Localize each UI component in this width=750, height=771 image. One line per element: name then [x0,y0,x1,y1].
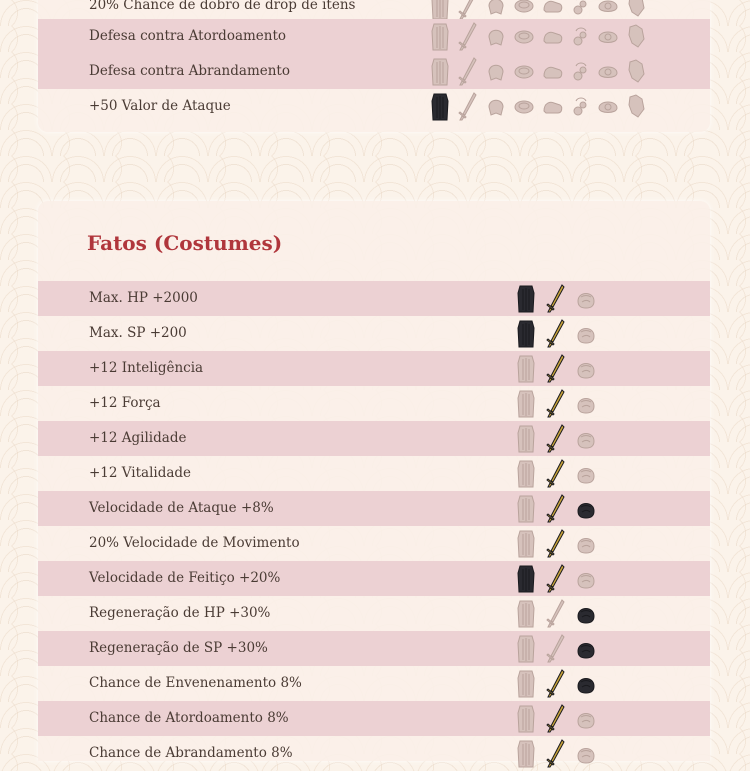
armor-icon [428,91,452,122]
costume-weapon-icon [544,388,568,419]
equipment-icon-group [428,0,648,21]
earring-icon [596,91,620,122]
armor-icon [428,21,452,52]
costume-body-icon [514,598,538,629]
costume-body-icon [514,633,538,664]
bracelet-icon [512,91,536,122]
weapon-icon [456,0,480,21]
costume-icon-group [514,563,598,594]
table-row [38,351,710,386]
costume-body-icon [514,703,538,734]
bonus-label: +12 Vitalidade [89,465,192,481]
costume-icon-group [514,388,598,419]
table-row [38,736,710,771]
costume-hair-icon [574,283,598,314]
bonus-label: Chance de Atordoamento 8% [89,710,289,726]
costume-body-icon [514,493,538,524]
costume-hair-icon [574,318,598,349]
table-row [38,631,710,666]
costume-body-icon [514,563,538,594]
bonus-label: +12 Força [89,395,161,411]
shoes-icon [540,0,564,21]
costume-icon-group [514,283,598,314]
costume-icon-group [514,458,598,489]
shield-icon [624,21,648,52]
costume-hair-icon [574,458,598,489]
table-row [38,54,710,89]
bonus-label: +12 Agilidade [89,430,187,446]
costume-icon-group [514,633,598,664]
table-row [38,281,710,316]
costume-body-icon [514,318,538,349]
equipment-icon-group [428,56,648,87]
necklace-icon [568,21,592,52]
costume-hair-icon [574,423,598,454]
bonus-label: Regeneração de SP +30% [89,640,268,656]
bracelet-icon [512,0,536,21]
shield-icon [624,0,648,21]
costume-weapon-icon [544,283,568,314]
bonus-label: Defesa contra Abrandamento [89,63,290,79]
costume-icon-group [514,668,598,699]
table-row [38,491,710,526]
earring-icon [596,0,620,21]
shield-icon [624,56,648,87]
costume-body-icon [514,668,538,699]
costume-hair-icon [574,493,598,524]
table-row [38,456,710,491]
table-row [38,666,710,701]
costume-hair-icon [574,738,598,769]
costume-body-icon [514,738,538,769]
costume-icon-group [514,493,598,524]
section-title: Fatos (Costumes) [87,231,283,255]
costume-weapon-icon [544,598,568,629]
costume-weapon-icon [544,633,568,664]
bonus-label: +12 Inteligência [89,360,204,376]
equipment-icon-group [428,91,648,122]
helmet-icon [484,21,508,52]
armor-icon [428,0,452,21]
equipment-icon-group [428,21,648,52]
table-row [38,596,710,631]
necklace-icon [568,91,592,122]
shoes-icon [540,56,564,87]
costume-weapon-icon [544,668,568,699]
bracelet-icon [512,21,536,52]
bonus-label: Velocidade de Feitiço +20% [89,570,281,586]
costume-hair-icon [574,388,598,419]
costume-icon-group [514,528,598,559]
costume-hair-icon [574,353,598,384]
bonus-label: Regeneração de HP +30% [89,605,271,621]
costume-weapon-icon [544,738,568,769]
costume-hair-icon [574,528,598,559]
costume-weapon-icon [544,458,568,489]
costume-weapon-icon [544,353,568,384]
costume-icon-group [514,423,598,454]
costume-hair-icon [574,668,598,699]
helmet-icon [484,91,508,122]
earring-icon [596,21,620,52]
costume-weapon-icon [544,423,568,454]
weapon-icon [456,56,480,87]
costume-icon-group [514,738,598,769]
weapon-icon [456,91,480,122]
bonus-label: 20% Velocidade de Movimento [89,535,300,551]
costume-weapon-icon [544,318,568,349]
costume-hair-icon [574,563,598,594]
helmet-icon [484,0,508,21]
table-row [38,316,710,351]
bonus-label: Max. SP +200 [89,325,187,341]
costume-body-icon [514,458,538,489]
bonus-label: +50 Valor de Ataque [89,98,231,114]
table-row [38,19,710,54]
table-row [38,386,710,421]
costume-icon-group [514,598,598,629]
equipment-bonus-panel [38,0,710,132]
necklace-icon [568,56,592,87]
costume-body-icon [514,388,538,419]
costume-body-icon [514,423,538,454]
bracelet-icon [512,56,536,87]
table-row [38,701,710,736]
costume-body-icon [514,283,538,314]
bonus-label: Chance de Envenenamento 8% [89,675,302,691]
costume-icon-group [514,703,598,734]
weapon-icon [456,21,480,52]
costume-icon-group [514,318,598,349]
bonus-label: 20% Chance de dobro de drop de itens [89,0,356,13]
bonus-label: Defesa contra Atordoamento [89,28,287,44]
necklace-icon [568,0,592,21]
table-row [38,89,710,124]
shield-icon [624,91,648,122]
costume-icon-group [514,353,598,384]
costume-body-icon [514,353,538,384]
bonus-label: Chance de Abrandamento 8% [89,745,293,761]
costume-weapon-icon [544,528,568,559]
costume-weapon-icon [544,563,568,594]
costume-hair-icon [574,633,598,664]
table-row [38,526,710,561]
costume-weapon-icon [544,493,568,524]
shoes-icon [540,91,564,122]
costume-hair-icon [574,703,598,734]
bonus-label: Max. HP +2000 [89,290,198,306]
armor-icon [428,56,452,87]
costume-weapon-icon [544,703,568,734]
costume-hair-icon [574,598,598,629]
costumes-panel [38,201,710,761]
helmet-icon [484,56,508,87]
bonus-label: Velocidade de Ataque +8% [89,500,274,516]
table-row [38,561,710,596]
shoes-icon [540,21,564,52]
costume-body-icon [514,528,538,559]
earring-icon [596,56,620,87]
table-row [38,421,710,456]
